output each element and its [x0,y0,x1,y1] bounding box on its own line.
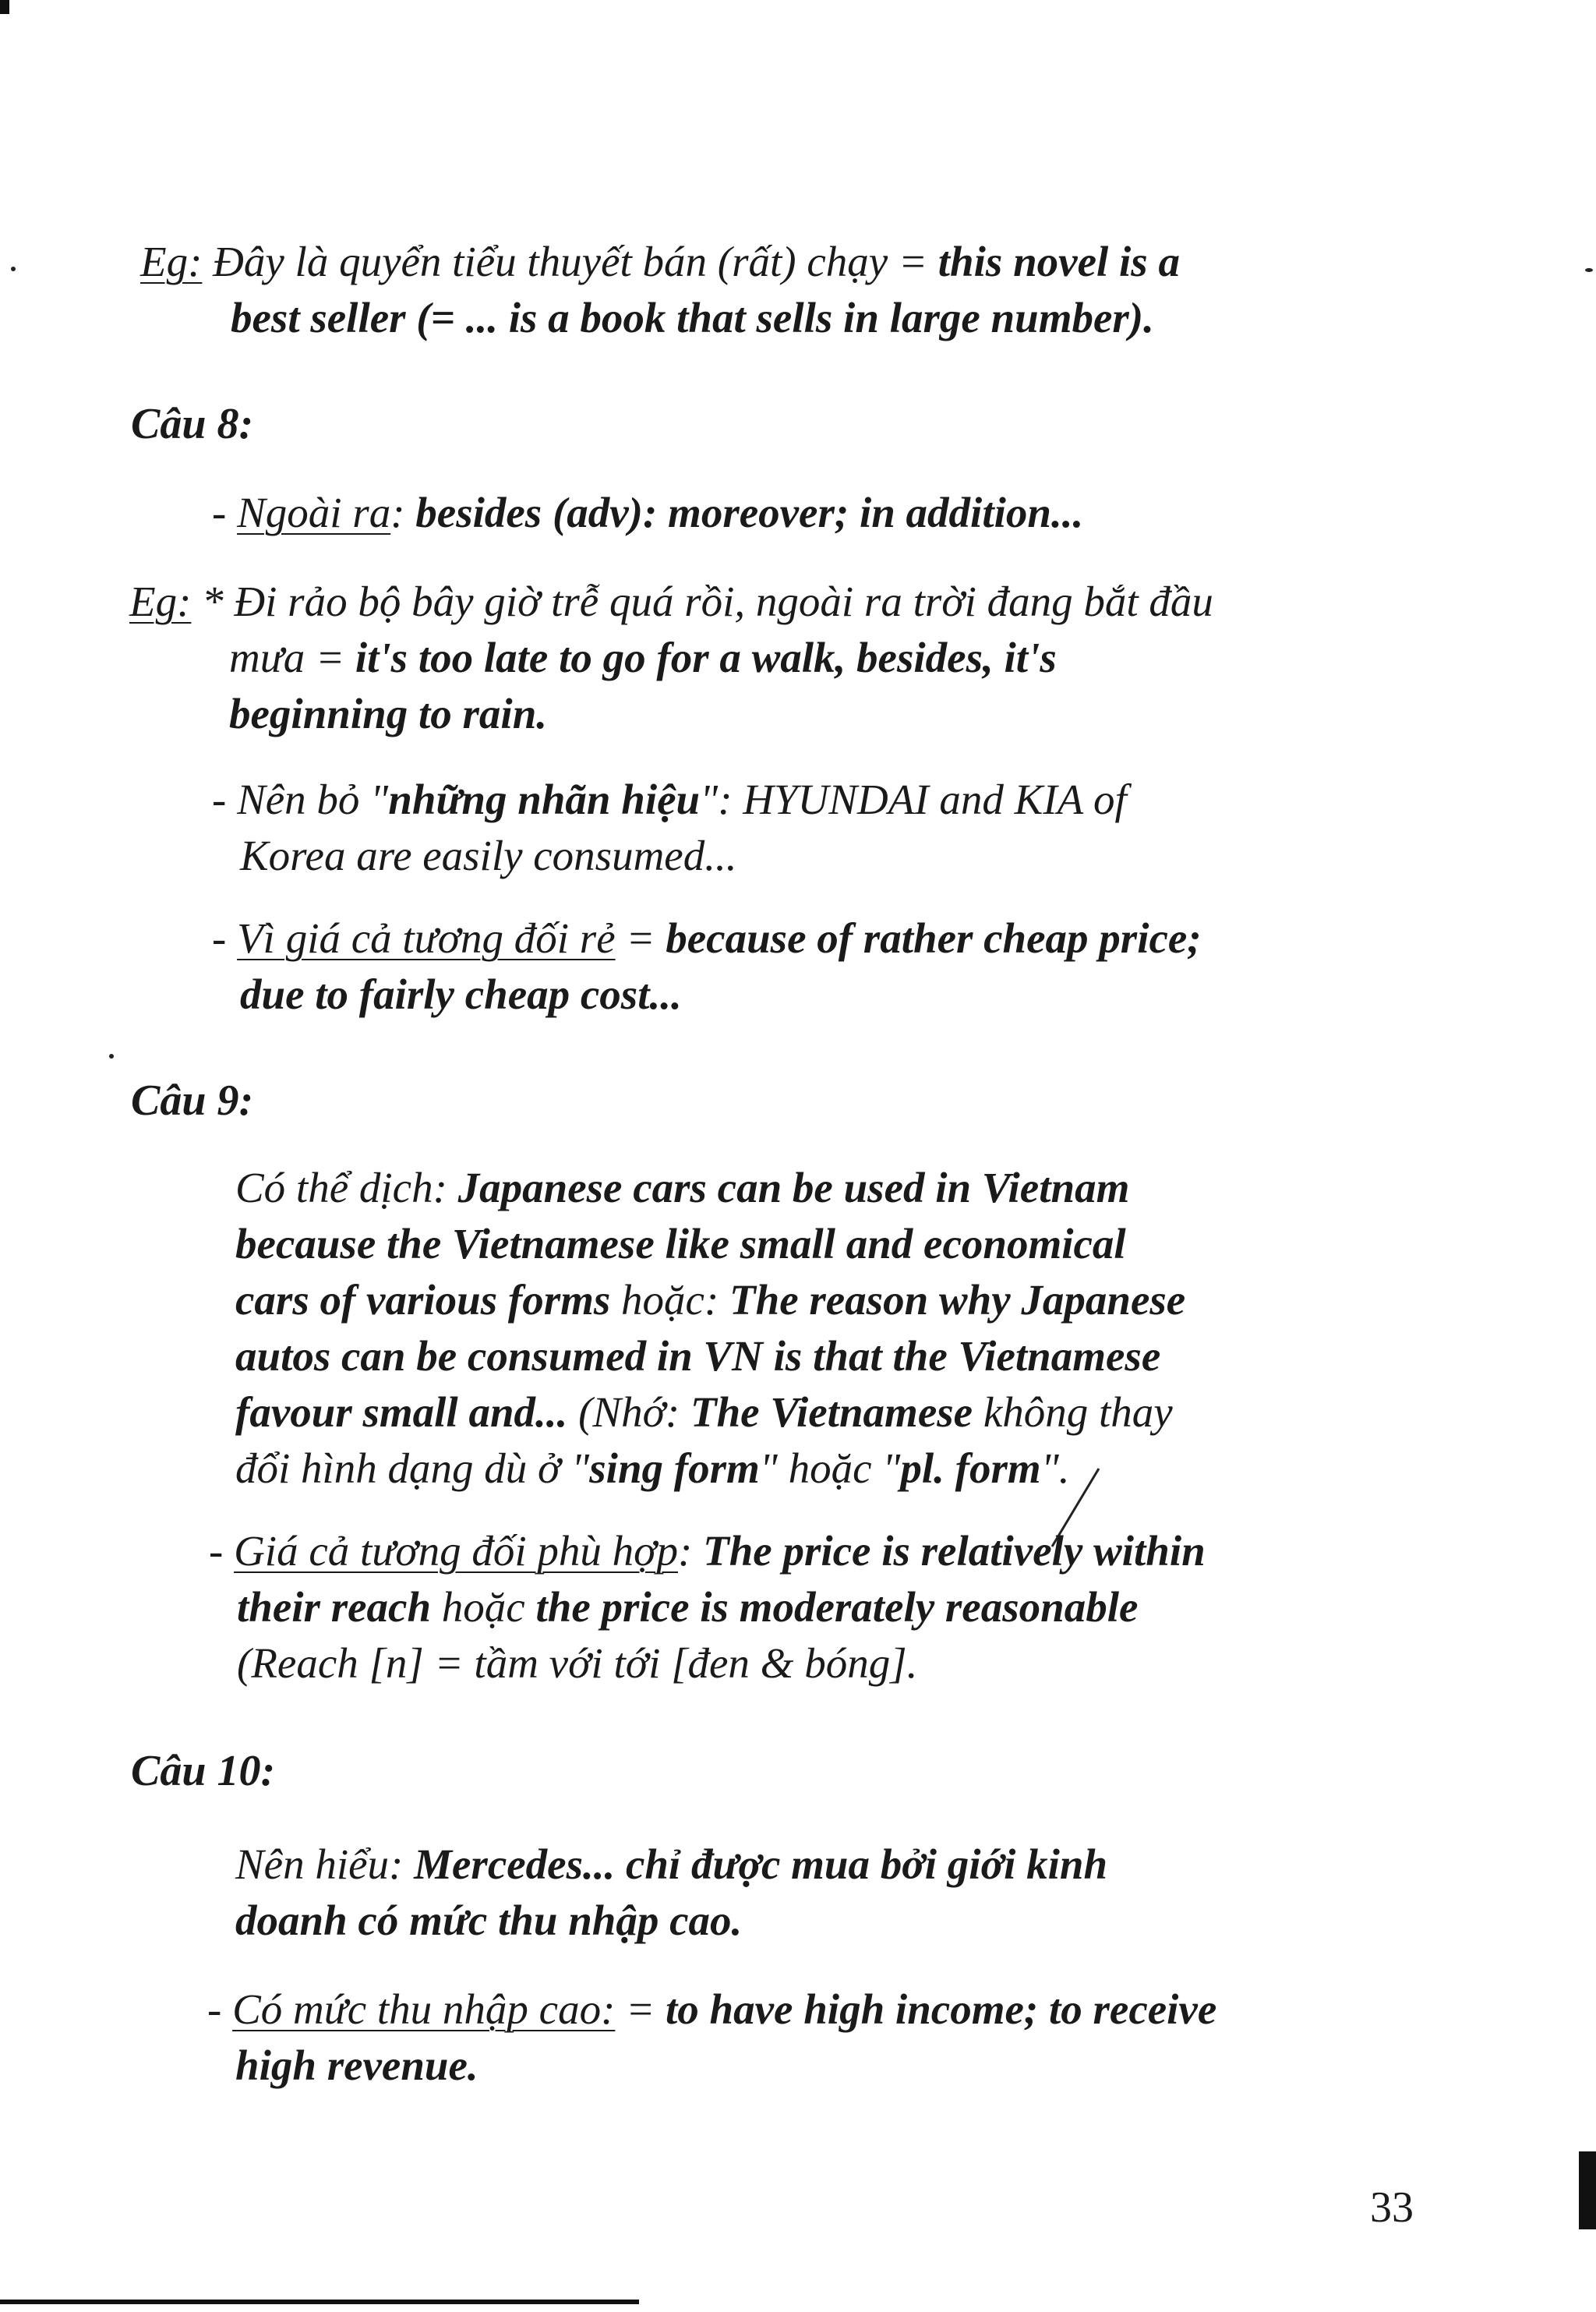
translation-paragraph: Có thể dịch: Japanese cars can be used in Vietnam because the Vietnamese like small and economical cars of various forms hoặc: The reason why Japanese autos can be consumed in VN is that the Vietnamese favour small and... (Nhớ: The Vietnamese không thay đổi hình dạng dù ở "sing form" hoặc "pl. form". [235,1164,1186,1492]
term: Có mức thu nhập cao: [232,1985,616,2033]
definition: besides (adv): moreover; in addition... [415,489,1084,536]
note-item: - Nên bỏ "những nhãn hiệu": HYUNDAI and KIA of Korea are easily consumed... [212,776,1127,879]
term: Ngoài ra [237,489,391,536]
vietnamese-sentence: * Đi rảo bộ bây giờ trễ quá rồi, ngoài ra trời đang bắt đầu [191,578,1213,625]
question-heading: Câu 10: [131,1747,276,1795]
english-translation-cont: beginning to rain. [229,690,548,737]
question-heading: Câu 9: [131,1076,254,1125]
note-item: - Ngoài ra: besides (adv): moreover; in addition... [212,489,1084,536]
scan-edge-mark [1579,2151,1596,2229]
scan-speck [109,1054,114,1059]
vietnamese-sentence: Đây là quyển tiểu thuyết bán (rất) chạy = [202,238,938,285]
page-number: 33 [1370,2183,1414,2232]
example-label: Eg: [140,238,203,285]
note-item: - Vì giá cả tương đối rẻ = because of rather cheap price; due to fairly cheap cost... [212,914,1202,1018]
example-label: Eg: [129,578,192,625]
example-sentence [140,234,1434,346]
question-heading: Câu 8: [131,400,254,448]
english-translation-cont: best seller (= ... is a book that sells in large number). [231,294,1154,341]
scan-edge-mark [0,0,9,14]
term: Giá cả tương đối phù hợp [234,1527,679,1575]
translation-paragraph: Nên hiểu: Mercedes... chỉ được mua bởi giới kinh doanh có mức thu nhập cao. [235,1840,1108,1944]
scan-speck [1585,268,1593,272]
english-translation: this novel is a [937,238,1180,285]
note-item: - Giá cả tương đối phù hợp: The price is relatively within their reach hoặc the price is moderately reasonable (Reach [n] = tầm với tới [đen & bóng]. [209,1527,1206,1687]
english-translation: it's too late to go for a walk, besides, it's [355,634,1057,681]
bottom-edge-line [0,2300,639,2304]
term: Vì giá cả tương đối rẻ [237,914,616,962]
scan-speck [11,267,16,271]
note-item: - Có mức thu nhập cao: = to have high income; to receive high revenue. [207,1985,1217,2089]
example-sentence: Eg: * Đi rảo bộ bây giờ trễ quá rồi, ngoài ra trời đang bắt đầu mưa = it's too late to go for a walk, besides, it's beginning to rain. [129,574,1446,742]
